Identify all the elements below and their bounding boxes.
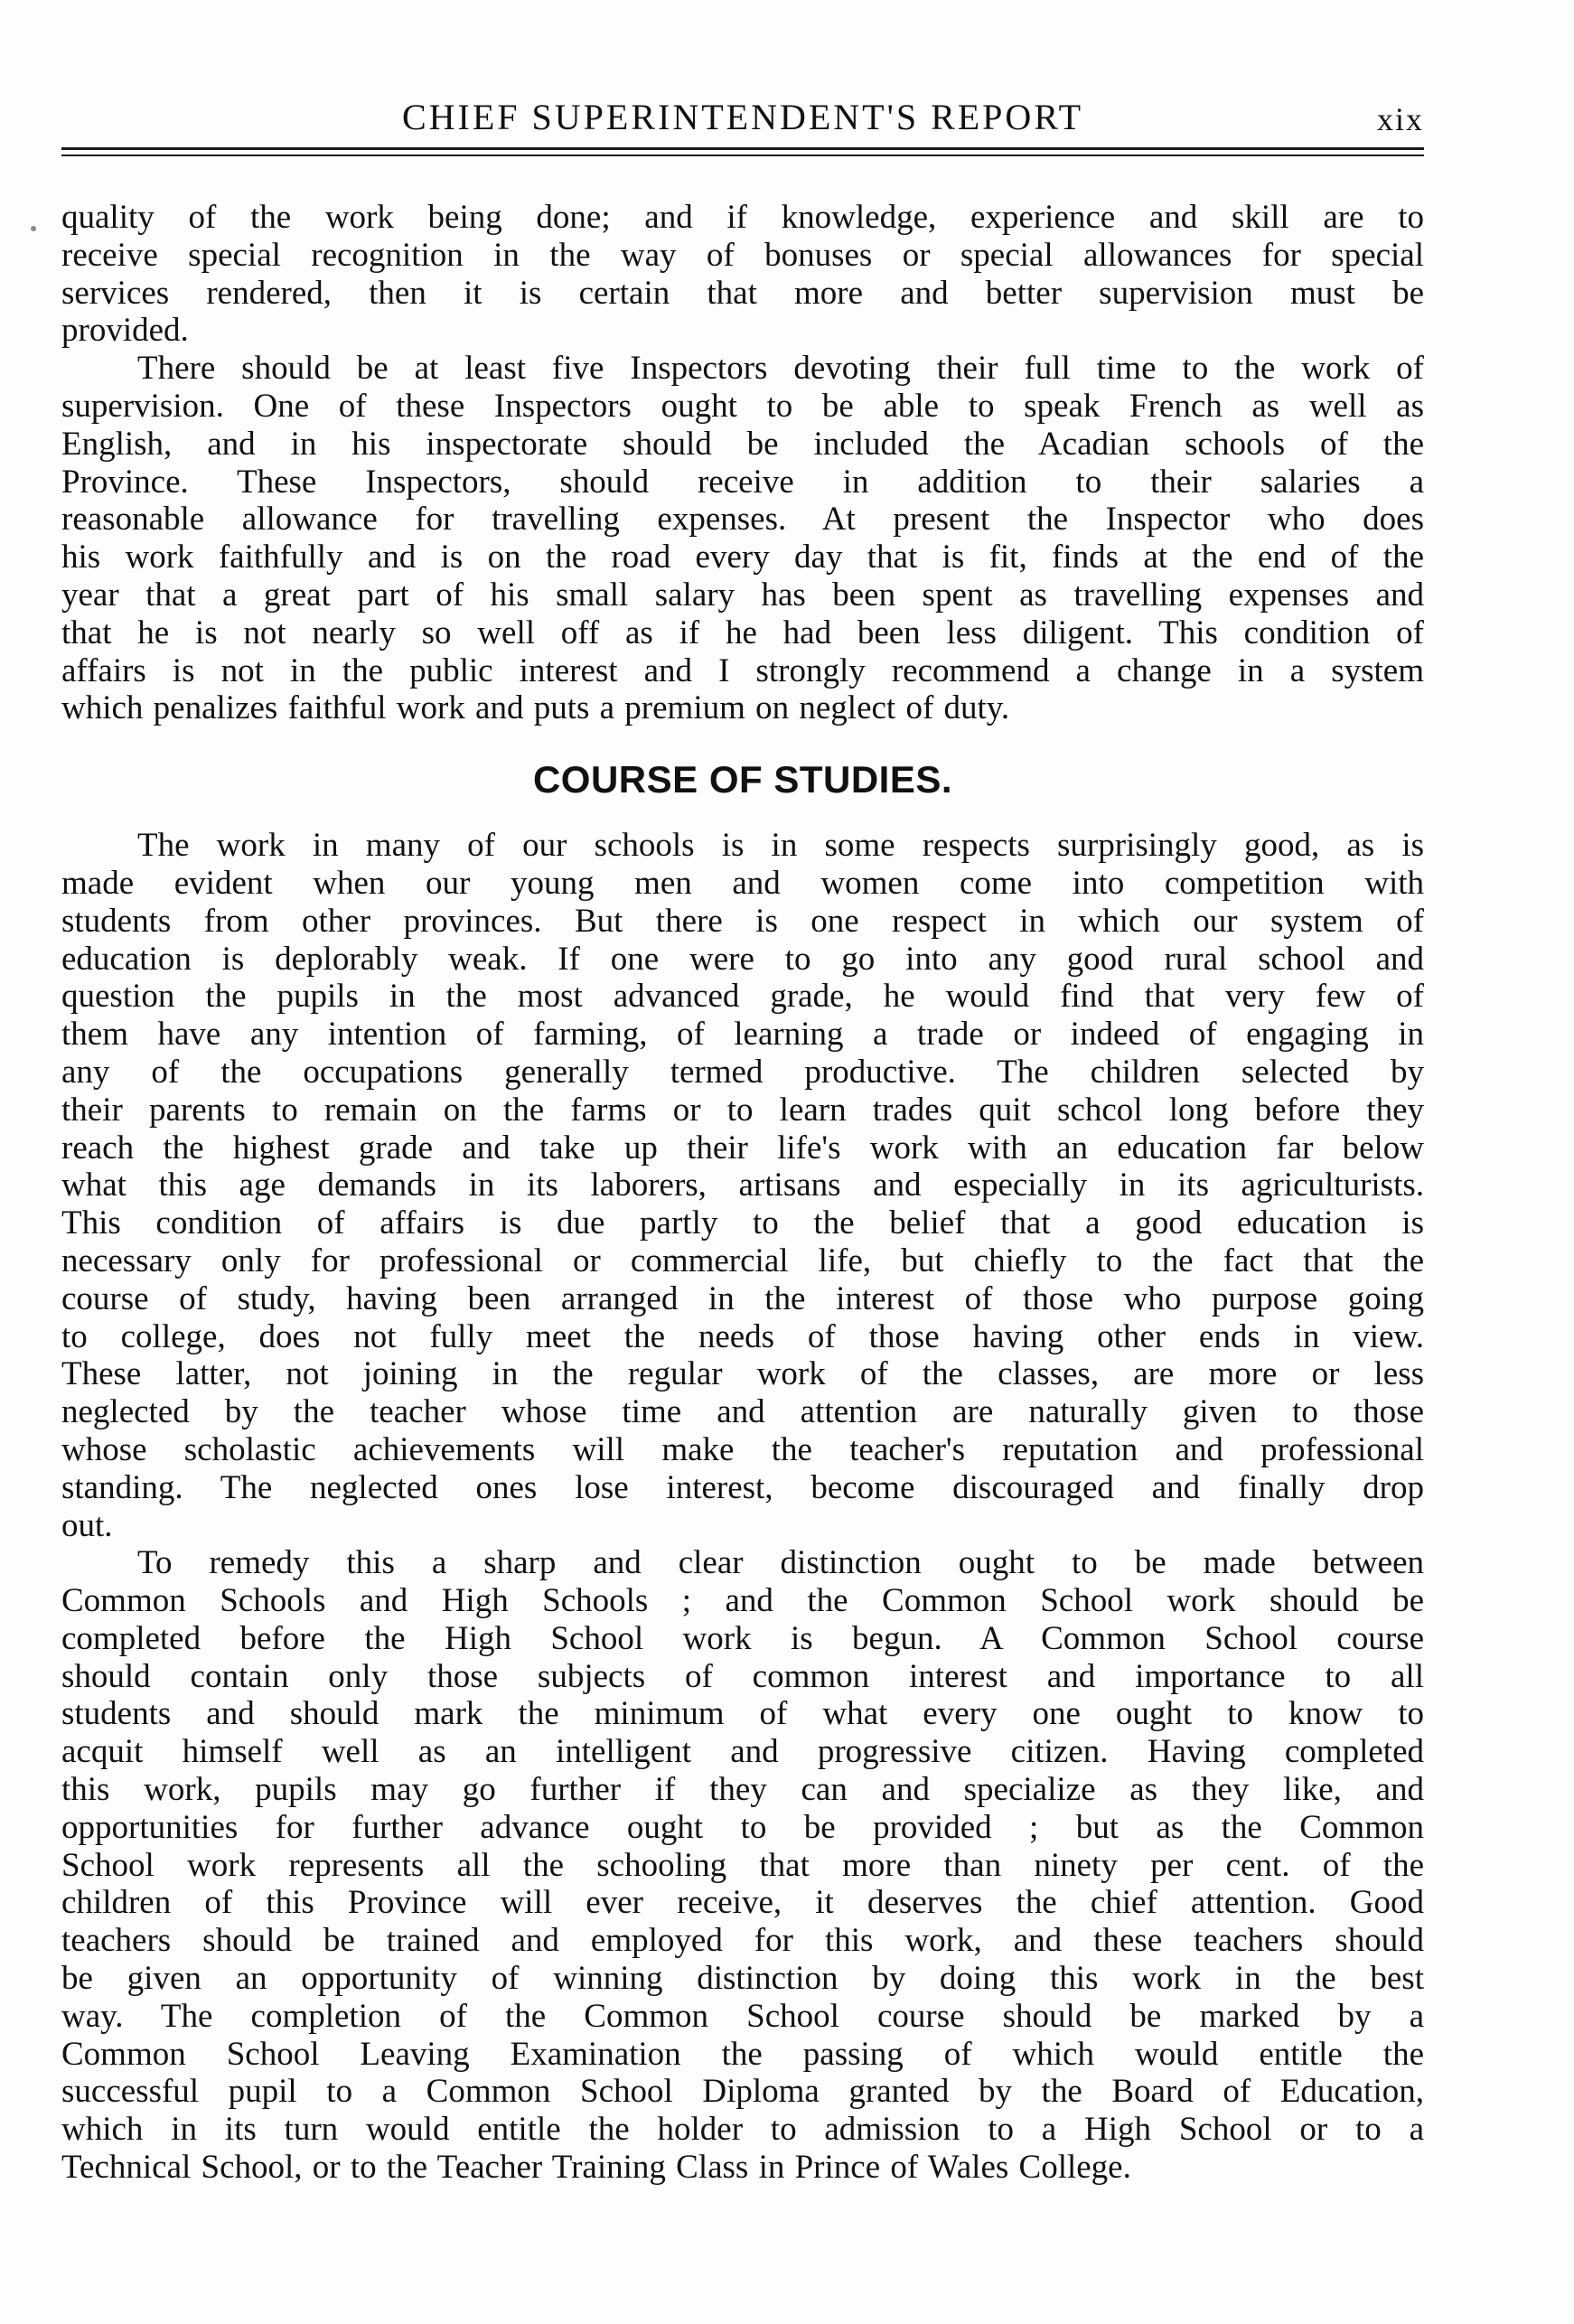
text-line: neglected by the teacher whose time and attention are naturally given to those xyxy=(61,1393,1424,1431)
text-line: to college, does not fully meet the needs of those having other ends in view. xyxy=(61,1317,1424,1355)
text-line: which in its turn would entitle the holder to admission to a High School or to a xyxy=(61,2111,1424,2149)
text-line: made evident when our young men and women come into competition with xyxy=(61,864,1424,902)
margin-speck xyxy=(31,226,36,231)
text-line: reasonable allowance for travelling expenses. At present the Inspector who does xyxy=(61,501,1424,539)
text-line: teachers should be trained and employed for this work, and these teachers should xyxy=(61,1922,1424,1960)
text-line: education is deplorably weak. If one were to go into any good rural school and xyxy=(61,940,1424,978)
text-line: completed before the High School work is begun. A Common School course xyxy=(61,1619,1424,1657)
paragraph-remedy xyxy=(61,1544,1424,2187)
text-line: be given an opportunity of winning distinction by doing this work in the best xyxy=(61,1960,1424,1998)
body-text xyxy=(61,199,1424,2187)
text-line: should contain only those subjects of common interest and importance to all xyxy=(61,1657,1424,1695)
text-line: which penalizes faithful work and puts a premium on neglect of duty. xyxy=(61,689,1010,727)
paragraph-continued xyxy=(61,199,1424,350)
text-line: English, and in his inspectorate should be included the Acadian schools of the xyxy=(61,425,1424,463)
running-header xyxy=(61,89,1424,143)
text-line: To remedy this a sharp and clear distinction ought to be made between xyxy=(137,1544,1424,1582)
text-line: supervision. One of these Inspectors ought to be able to speak French as well as xyxy=(61,387,1424,425)
text-line: Common School Leaving Examination the passing of which would entitle the xyxy=(61,2035,1424,2073)
text-line: Technical School, or to the Teacher Training Class in Prince of Wales College. xyxy=(61,2149,1131,2187)
text-line: There should be at least five Inspectors devoting their full time to the work of xyxy=(137,350,1424,388)
text-line: question the pupils in the most advanced grade, he would find that very few of xyxy=(61,978,1424,1016)
text-line: their parents to remain on the farms or to learn trades quit schcol long before they xyxy=(61,1091,1424,1129)
text-line: students and should mark the minimum of what every one ought to know to xyxy=(61,1695,1424,1733)
text-line: acquit himself well as an intelligent and progressive citizen. Having completed xyxy=(61,1733,1424,1771)
text-line: provided. xyxy=(61,312,189,350)
text-line: his work faithfully and is on the road every day that is fit, finds at the end of the xyxy=(61,539,1424,576)
text-line: year that a great part of his small salary has been spent as travelling expenses and xyxy=(61,576,1424,614)
header-rule-thin xyxy=(61,155,1424,156)
text-line: necessary only for professional or commercial life, but chiefly to the fact that the xyxy=(61,1242,1424,1279)
text-line: quality of the work being done; and if knowledge, experience and skill are to xyxy=(61,199,1424,236)
text-line: Common Schools and High Schools ; and the Common School work should be xyxy=(61,1582,1424,1620)
text-line: any of the occupations generally termed productive. The children selected by xyxy=(61,1053,1424,1091)
text-line: School work represents all the schooling that more than ninety per cent. of the xyxy=(61,1846,1424,1884)
text-line: These latter, not joining in the regular work of the classes, are more or less xyxy=(61,1355,1424,1393)
text-line: successful pupil to a Common School Diploma granted by the Board of Education, xyxy=(61,2073,1424,2111)
text-line: whose scholastic achievements will make the teacher's reputation and professional xyxy=(61,1430,1424,1468)
paragraph-course-of-studies xyxy=(61,827,1424,1544)
text-line: that he is not nearly so well off as if he had been less diligent. This condition of xyxy=(61,614,1424,651)
text-line: way. The completion of the Common School course should be marked by a xyxy=(61,1997,1424,2035)
text-line: course of study, having been arranged in the interest of those who purpose going xyxy=(61,1279,1424,1317)
page-number: xix xyxy=(1376,101,1424,137)
paragraph-inspectors xyxy=(61,350,1424,727)
text-line: out. xyxy=(61,1506,113,1544)
text-line: This condition of affairs is due partly to the belief that a good education is xyxy=(61,1204,1424,1242)
text-line: children of this Province will ever receive, it deserves the chief attention. Good xyxy=(61,1884,1424,1922)
running-title: CHIEF SUPERINTENDENT'S REPORT xyxy=(401,97,1084,137)
text-line: opportunities for further advance ought to be provided ; but as the Common xyxy=(61,1808,1424,1846)
text-line: standing. The neglected ones lose interest, become discouraged and finally drop xyxy=(61,1468,1424,1506)
text-line: receive special recognition in the way of bonuses or special allowances for special xyxy=(61,236,1424,274)
text-line: students from other provinces. But there is one respect in which our system of xyxy=(61,902,1424,940)
text-line: them have any intention of farming, of learning a trade or indeed of engaging in xyxy=(61,1016,1424,1054)
text-line: The work in many of our schools is in some respects surprisingly good, as is xyxy=(137,827,1424,865)
text-line: reach the highest grade and take up their life's work with an education far below xyxy=(61,1129,1424,1167)
text-line: Province. These Inspectors, should receive in addition to their salaries a xyxy=(61,463,1424,501)
header-rule-thick xyxy=(61,147,1424,150)
text-line: this work, pupils may go further if they can and specialize as they like, and xyxy=(61,1771,1424,1809)
text-line: affairs is not in the public interest and I strongly recommend a change in a system xyxy=(61,651,1424,689)
section-heading: COURSE OF STUDIES. xyxy=(532,758,953,801)
text-line: what this age demands in its laborers, artisans and especially in its agriculturists. xyxy=(61,1167,1424,1204)
text-line: services rendered, then it is certain that more and better supervision must be xyxy=(61,274,1424,312)
